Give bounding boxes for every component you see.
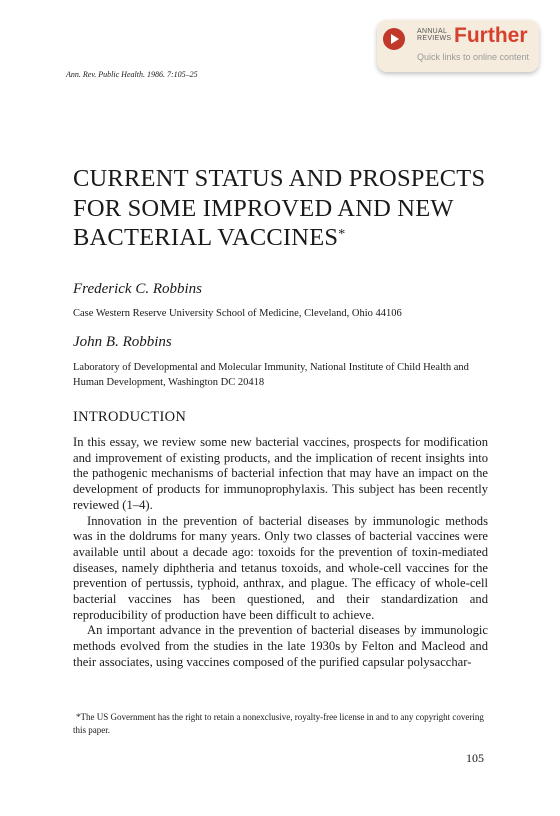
- footnote: [73, 711, 493, 736]
- journal-citation: Ann. Rev. Public Health. 1986. 7:105–25: [66, 70, 198, 79]
- author-affiliation: Case Western Reserve University School of Medicine, Cleveland, Ohio 44106: [73, 308, 402, 319]
- paragraph: In this essay, we review some new bacterial vaccines, prospects for modification and improvement of existing products, and the implication of recent insights into the pathogenic mechanisms of bacterial infection that may have an impact on the development of products for immunoprophylaxis. This subject has been recently reviewed (1–4).: [73, 435, 488, 512]
- badge-annual-reviews-text: ANNUAL REVIEWS: [417, 28, 452, 42]
- author-affiliation: Laboratory of Developmental and Molecular Immunity, National Institute of Child Health and Human Development, Washington DC 20418: [73, 362, 469, 388]
- paragraph: An important advance in the prevention of bacterial diseases by immunologic methods evolved from the studies in the late 1930s by Felton and Macleod and their associates, using vaccines composed of the purified capsular polysacchar-: [73, 623, 488, 669]
- footnote-text: *The US Government has the right to retain a nonexclusive, royalty-free license in and to any copyright covering this paper.: [73, 712, 484, 735]
- title-line: FOR SOME IMPROVED AND NEW: [73, 194, 454, 222]
- title-footnote-mark: *: [338, 227, 346, 242]
- play-icon: [383, 28, 405, 50]
- annual-reviews-further-badge[interactable]: [377, 20, 539, 72]
- page-number: 105: [466, 751, 484, 765]
- paragraph: Innovation in the prevention of bacterial diseases by immunologic methods was in the doldrums for many years. Only two classes of bacterial vaccines were available until about a decade ago: toxoids for the prevention of toxin-mediated diseases, namely diphtheria and tetanus toxoids, and whole-cell vaccines for the prevention of pertussis, typhoid, anthrax, and plague. The efficacy of whole-cell bacterial vaccines has been questioned, and their standardization and reproducibility of production have been difficult to achieve.: [73, 513, 488, 622]
- section-heading: INTRODUCTION: [73, 409, 187, 425]
- article-title: [73, 164, 513, 253]
- author-name: Frederick C. Robbins: [73, 281, 203, 297]
- title-line: CURRENT STATUS AND PROSPECTS: [73, 165, 486, 192]
- title-line: BACTERIAL VACCINES: [73, 224, 339, 251]
- badge-further-label: Further: [454, 24, 528, 47]
- article-body: [73, 435, 488, 671]
- author-name: John B. Robbins: [73, 334, 172, 350]
- badge-subtitle: Quick links to online content: [417, 52, 530, 62]
